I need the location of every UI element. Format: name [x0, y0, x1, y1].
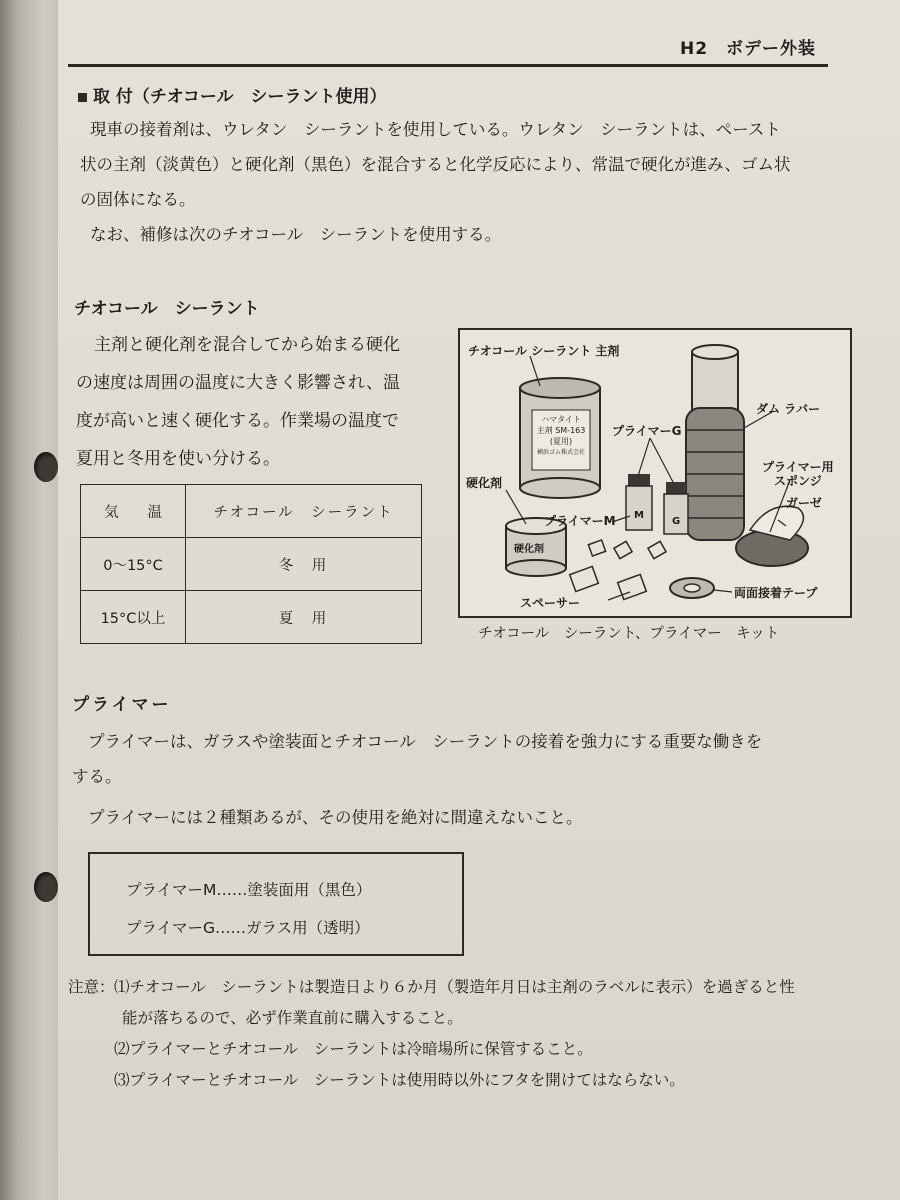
- binder-edge: [0, 0, 58, 1200]
- table-header-cell: チオコール シーラント: [186, 485, 422, 538]
- paragraph-line: 状の主剤（淡黄色）と硬化剤（黒色）を混合すると化学反応により、常温で硬化が進み、ゴム状: [80, 155, 791, 174]
- section-sealant-title: チオコール シーラント: [74, 299, 260, 319]
- table-row: [81, 538, 422, 591]
- paragraph-line: 現車の接着剤は、ウレタン シーラントを使用している。ウレタン シーラントは、ペースト: [90, 120, 781, 139]
- can-text-line: 主剤 SM-163: [536, 426, 586, 435]
- label-hardener: 硬化剤: [466, 476, 503, 490]
- label-tape: 両面接着テープ: [734, 586, 818, 600]
- label-primer-sponge-1: プライマー用: [762, 460, 834, 474]
- paragraph-line: 度が高いと速く硬化する。作業場の温度で: [76, 411, 399, 431]
- primer-m-line: プライマーM……塗装面用（黒色）: [126, 881, 372, 899]
- table-header-row: [81, 485, 422, 538]
- bottle-g-text: G: [672, 516, 681, 527]
- sponge-gauze-icon: [736, 506, 808, 566]
- notes-list: [114, 972, 795, 1096]
- document-page: [58, 0, 900, 1200]
- paragraph-line: プライマーには２種類あるが、その使用を絶対に間違えないこと。: [88, 808, 583, 827]
- bottle-m-text: M: [634, 510, 644, 521]
- label-primer-m: プライマーM: [544, 514, 616, 528]
- paragraph-line: プライマーは、ガラスや塗装面とチオコール シーラントの接着を強力にする重要な働きを: [88, 732, 763, 751]
- label-spacer: スペーサー: [520, 596, 581, 610]
- table-cell: 15°C以上: [81, 591, 186, 644]
- temperature-table: [80, 484, 422, 644]
- can-label-text: [534, 414, 588, 458]
- paragraph-line: の固体になる。: [80, 190, 196, 209]
- section-mount-paragraph: [80, 112, 791, 252]
- section-primer-paragraph: [72, 724, 762, 835]
- table-cell: 0～15°C: [81, 538, 186, 591]
- paragraph-line: する。: [72, 767, 122, 786]
- square-bullet-icon: [78, 93, 87, 102]
- note-line: 能が落ちるので、必ず作業直前に購入すること。: [122, 1009, 463, 1027]
- page-header-title: H2 ボデー外装: [680, 39, 817, 59]
- paragraph-line: の速度は周囲の温度に大きく影響され、温: [76, 373, 401, 393]
- table-cell: 夏 用: [186, 591, 422, 644]
- label-gauze: ガーゼ: [786, 496, 822, 510]
- dam-rubber-icon: [686, 345, 744, 540]
- paragraph-line: 夏用と冬用を使い分ける。: [76, 449, 280, 469]
- section-mount-title: [78, 82, 387, 107]
- can-text-line: 横浜ゴム株式会社: [536, 449, 585, 456]
- hardener-jar-text: 硬化剤: [514, 544, 544, 555]
- sealant-kit-figure: [458, 328, 852, 618]
- notes-label: 注意：: [68, 978, 115, 996]
- header-rule: [68, 64, 828, 67]
- label-primer-g: プライマーG: [612, 424, 682, 438]
- primer-types-box: [88, 852, 464, 956]
- primer-m-bottle-icon: [626, 474, 652, 530]
- can-text-line: (夏用): [549, 437, 573, 446]
- table-header-cell: 気 温: [81, 485, 186, 538]
- note-line: ⑵プライマーとチオコール シーラントは冷暗場所に保管すること。: [114, 1040, 593, 1058]
- can-text-line: ハマタイト: [541, 415, 581, 424]
- note-line: ⑶プライマーとチオコール シーラントは使用時以外にフタを開けてはならない。: [114, 1071, 685, 1089]
- table-cell: 冬 用: [186, 538, 422, 591]
- primer-g-line: プライマーG……ガラス用（透明）: [126, 919, 370, 937]
- spacer-icon: [570, 540, 666, 600]
- section-sealant-paragraph: [76, 326, 400, 478]
- paragraph-line: なお、補修は次のチオコール シーラントを使用する。: [90, 225, 502, 244]
- label-main-agent: チオコール シーラント 主剤: [468, 344, 620, 358]
- label-dam-rubber: ダム ラバー: [756, 402, 821, 416]
- table-row: [81, 591, 422, 644]
- paragraph-line: 主剤と硬化剤を混合してから始まる硬化: [94, 335, 400, 355]
- figure-caption: チオコール シーラント、プライマー キット: [478, 626, 780, 642]
- binder-hole: [34, 872, 58, 902]
- note-line: ⑴チオコール シーラントは製造日より６か月（製造年月日は主剤のラベルに表示）を過ぎると性: [114, 978, 795, 996]
- section-mount-title-text: 取 付（チオコール シーラント使用）: [93, 87, 387, 107]
- label-primer-sponge-2: スポンジ: [774, 474, 822, 488]
- section-primer-title: プライマー: [72, 695, 172, 715]
- binder-hole: [34, 452, 58, 482]
- tape-roll-icon: [670, 578, 714, 598]
